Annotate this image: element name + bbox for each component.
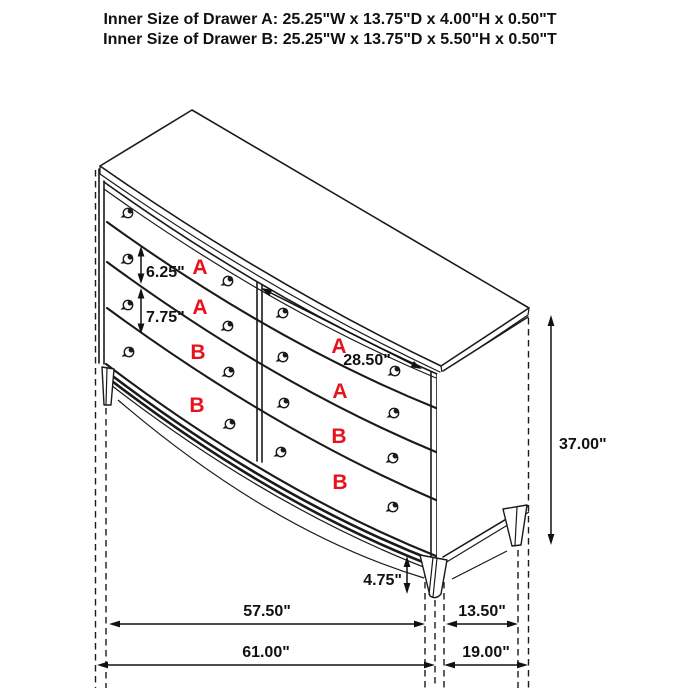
dim-label-61-00: 61.00" [242,644,290,661]
drawer-label: A [332,380,348,403]
dimension-leg-height [363,556,410,594]
dim-label-37-00: 37.00" [559,436,607,453]
dimension-overall-height [548,315,607,545]
header-line-drawer-a: Inner Size of Drawer A: 25.25"W x 13.75"D x 4.00"H x 0.50"T [103,11,557,28]
dimension-overall-depth [444,644,528,668]
dim-label-57-50: 57.50" [243,603,291,620]
drawer-label: A [192,296,208,319]
dimension-depth-between-legs [446,603,518,627]
dim-label-19-00: 19.00" [462,644,510,661]
dim-label-28-50: 28.50" [343,352,391,369]
left-stile [99,169,104,364]
dimension-width-between-legs [109,603,425,627]
drawer-label: B [190,341,206,364]
dim-label-13-50: 13.50" [458,603,506,620]
drawer-label: A [192,256,208,279]
front-left-leg [102,367,114,405]
drawer-label: B [331,425,347,448]
header-line-drawer-b: Inner Size of Drawer B: 25.25"W x 13.75"D x 5.50"H x 0.50"T [103,31,557,48]
drawer-label: B [332,471,348,494]
dim-label-4-75: 4.75" [363,572,402,589]
drawer-label: A [331,335,347,358]
dimension-overall-width [97,644,435,668]
dim-label-6-25: 6.25" [146,264,185,281]
dim-label-7-75: 7.75" [146,309,185,326]
drawer-label: B [189,394,205,417]
